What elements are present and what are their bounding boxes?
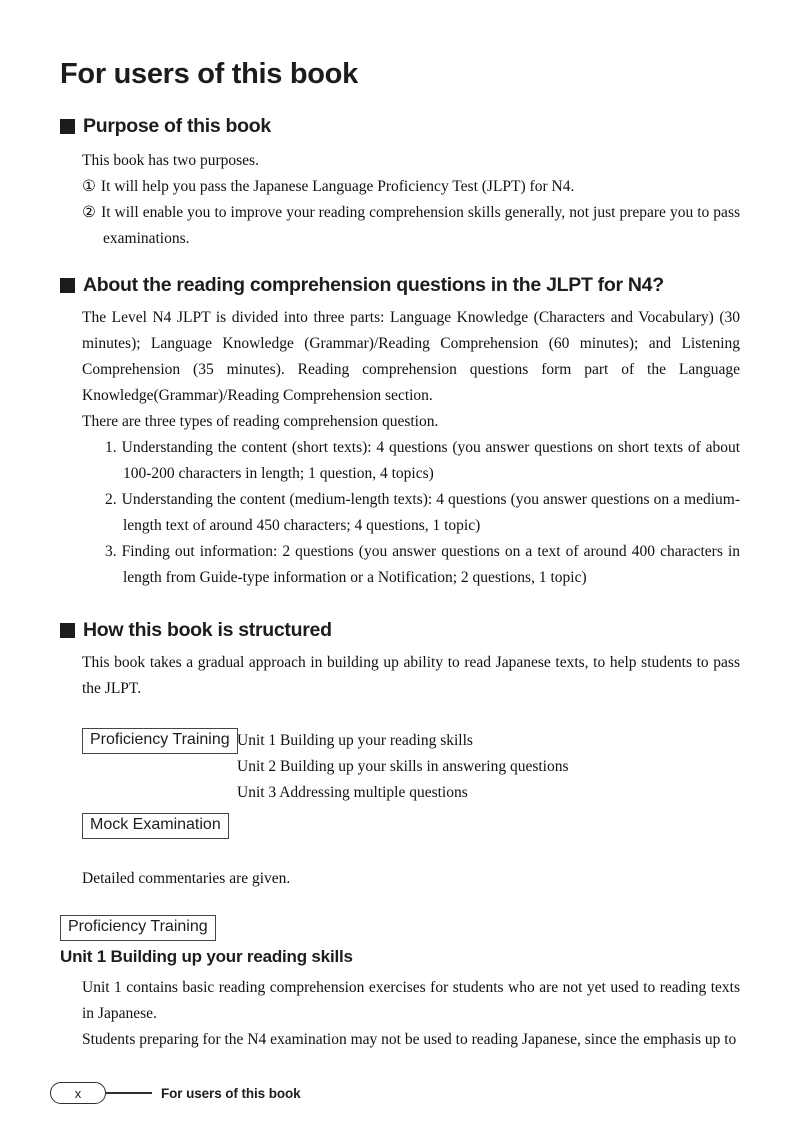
black-square-icon: [60, 119, 75, 134]
section-heading-text: About the reading comprehension questions in the JLPT for N4?: [83, 274, 664, 296]
black-square-icon: [60, 623, 75, 638]
list-number: 2.: [105, 491, 117, 508]
note-commentaries: Detailed commentaries are given.: [82, 870, 291, 887]
proficiency-training-box: Proficiency Training: [60, 915, 216, 941]
section-purpose: [0, 114, 800, 252]
footer-page-pill: [50, 1082, 106, 1104]
footer-label: For users of this book: [161, 1085, 301, 1101]
structure-diagram: [82, 728, 740, 806]
unit-line-1: Unit 1 Building up your reading skills: [237, 732, 473, 749]
list-number: 3.: [105, 543, 117, 560]
circled-item-text: It will enable you to improve your reading comprehension skills generally, not just prepare you to pass examinations.: [101, 204, 741, 247]
proficiency-training-box: Proficiency Training: [82, 728, 238, 754]
list-item-2: [105, 487, 740, 539]
page-footer: [50, 1082, 301, 1104]
section-heading-text: How this book is structured: [83, 619, 332, 641]
list-item-text: Finding out information: 2 questions (you answer questions on a text of around 400 characters in length from Guide-type information or a Notification; 2 questions, 1 topic): [121, 543, 740, 586]
section-heading-purpose: [60, 114, 800, 139]
paragraph-unit1-a: Unit 1 contains basic reading comprehension exercises for students who are not yet used to reading texts in Japanese.: [82, 979, 740, 1022]
mock-examination-box: Mock Examination: [82, 813, 229, 839]
list-item-1: [105, 435, 740, 487]
black-square-icon: [60, 278, 75, 293]
page-title: For users of this book: [60, 58, 358, 90]
footer-divider-line: [106, 1092, 152, 1094]
section-heading-about: [60, 273, 800, 298]
question-type-list: [82, 435, 740, 591]
circled-item-2: [82, 200, 740, 252]
paragraph-about: The Level N4 JLPT is divided into three parts: Language Knowledge (Characters and Vocabulary) (30 minutes); Language Knowledge (Grammar)/Reading Comprehension (60 minutes); and Listening Comprehension (35 minutes). Reading comprehension questions form part of the Language Knowledge(Grammar)/Reading Comprehension section.: [82, 309, 740, 404]
paragraph-list-intro: There are three types of reading comprehension question.: [82, 413, 439, 430]
section-heading-text: Purpose of this book: [83, 115, 271, 137]
section-unit1: [0, 915, 800, 1053]
section-structure: [0, 618, 800, 892]
unit-line-2: Unit 2 Building up your skills in answering questions: [237, 758, 569, 775]
paragraph-structure: This book takes a gradual approach in building up ability to read Japanese texts, to help students to pass the JLPT.: [82, 654, 740, 697]
list-item-text: Understanding the content (short texts): 4 questions (you answer questions on short texts of about 100-200 characters in length; 1 question, 4 topics): [121, 439, 740, 482]
paragraph-unit1-b: Students preparing for the N4 examination may not be used to reading Japanese, since the emphasis up to: [82, 1031, 737, 1048]
footer-page-number: x: [74, 1085, 82, 1101]
section-heading-structure: [60, 618, 800, 643]
circled-number-icon: ②: [82, 204, 97, 221]
unit-list: [237, 728, 569, 806]
section-about: [0, 273, 800, 591]
circled-number-icon: ①: [82, 178, 96, 195]
unit-line-3: Unit 3 Addressing multiple questions: [237, 784, 468, 801]
list-item-text: Understanding the content (medium-length texts): 4 questions (you answer questions on a medium-length text of around 450 characters; 4 questions, 1 topic): [121, 491, 740, 534]
circled-item-1: [82, 174, 740, 200]
circled-item-text: It will help you pass the Japanese Language Proficiency Test (JLPT) for N4.: [100, 178, 575, 195]
list-item-3: [105, 539, 740, 591]
paragraph-intro: This book has two purposes.: [82, 152, 259, 169]
unit1-heading: Unit 1 Building up your reading skills: [60, 947, 353, 966]
list-number: 1.: [105, 439, 117, 456]
